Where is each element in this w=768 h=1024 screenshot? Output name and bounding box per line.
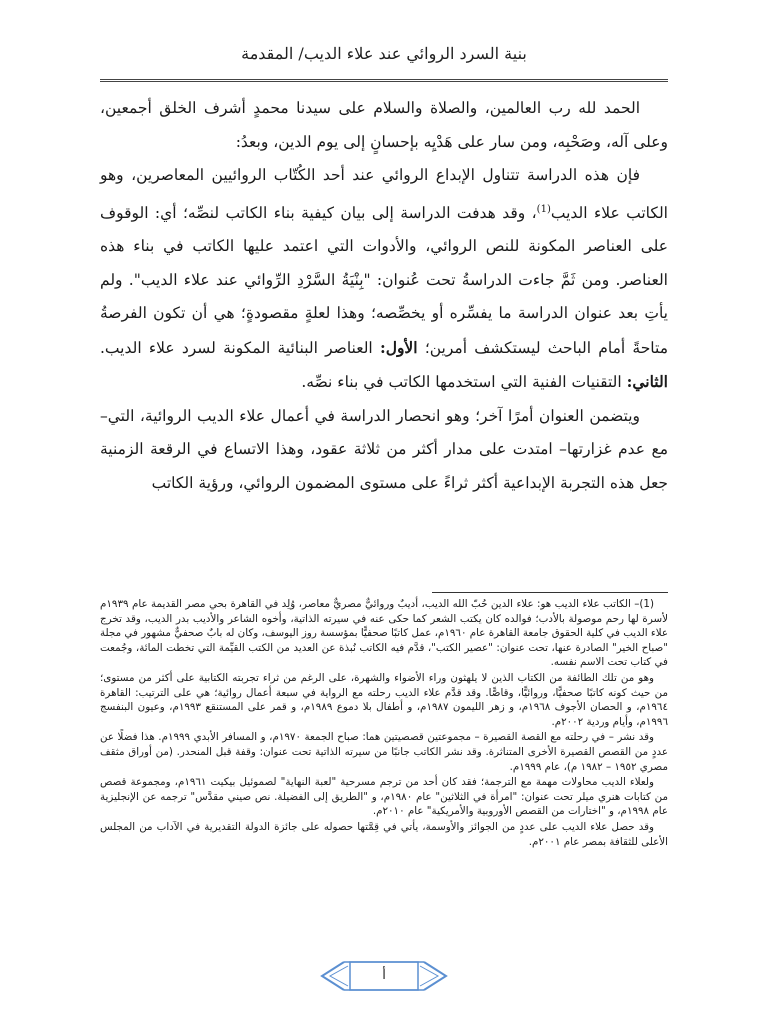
paragraph-opening: الحمد لله رب العالمين، والصلاة والسلام على سيدنا محمدٍ أشرف الخلق أجمعين، وعلى آله، وصَحْبِه، ومن سار على هَدْيِه بإحسانٍ إلى يوم الدين، وبعدُ: [100, 99, 668, 151]
paragraph-study-intro-part-d: التقنيات الفنية التي استخدمها الكاتب في بناء نصِّه. [301, 373, 627, 392]
footnote-1-stories: وقد نشر – في رحلته مع القصة القصيرة – مجموعتين قصصيتين هما: صباح الجمعة ١٩٧٠م، و المسافر الأبدي ١٩٩٩م. هذا فضلًا عن عددٍ من القصص القصيرة الأخرى المتناثرة. وقد نشر الكاتب جانبًا من سيرته الذاتية تحت عنوان: وقفة قبل المنحدر. (من أوراق مثقف مصري ١٩٥٢ – ١٩٨٢ م)، عام ١٩٩٩م. [100, 731, 668, 773]
label-second: الثاني: [626, 372, 668, 392]
paragraph-study-intro-part-b: ، وقد هدفت الدراسة إلى بيان كيفية بناء الكاتب لنصِّه؛ أي: الوقوف على العناصر المكونة للنص الروائي، والأدوات التي اعتمد عليها الكاتب في بناء هذه العناصر. ومن ثَمَّ جاءت الدراسةُ تحت عُنوان: "بِنْيَةُ السَّرْدِ الرِّوائي عند علاء الديب". ولم يأتِ بعد عنوان الدراسة ما يفسِّره أو يخصِّصه؛ وهذا لعلةٍ مقصودةٍ؛ هي أن تكون الفرصةُ متاحةً أمام الباحث ليستكشف أمرين؛ [100, 203, 668, 357]
page-number: أ [382, 968, 386, 983]
paragraph-study-intro-part-c: العناصر البنائية المكونة لسرد علاء الديب. [100, 338, 380, 357]
paragraph-title-scope: ويتضمن العنوان أمرًا آخر؛ وهو انحصار الدراسة في أعمال علاء الديب الروائية، التي– مع عدم غزارتها– امتدت على مدار أكثر من ثلاثة عقود، وهذا الاتساع في الرقعة الزمنية جعل هذه التجربة الإبداعية أكثر ثراءً على مستوى المضمون الروائي، ورؤية الكاتب [100, 406, 668, 492]
footnote-1-bio: (1)– الكاتب علاء الديب هو: علاء الدين حُبّ الله الديب، أديبٌ وروائيٌّ مصريٌّ معاصر، وُلِد في القاهرة بحي مصر القديمة عام ١٩٣٩م لأسرة لها رحم موصولة بالأدب؛ فوالده كان يكتب الشعر كما حكى عنه في سيرته الذاتية، وأخوه الشاعر والأديب بدر الديب، وقد تخرج علاء الديب في كلية الحقوق جامعة القاهرة عام ١٩٦٠م، عمل كاتبًا صحفيًّا بمؤسسة روز اليوسف، وكان له بابٌ صحفيٌّ مشهور في مجلة "صباح الخير" الصادرة عنها، تحت عنوان: "عصير الكتب"، قدَّم فيه الكاتب نُبذة عن العديد من الكتب القيِّمة التي تخطت المائة، وجُمعت في كتاب تحت الاسم نفسه. [100, 598, 669, 669]
footnote-1-translations: ولعلاء الديب محاولات مهمة مع الترجمة؛ فقد كان أحد من ترجم مسرحية "لعبة النهاية" لصموئيل بيكيت ١٩٦١م، ومجموعة قصص من كتابات هنري ميلر تحت عنوان: "امرأة في الثلاثين" عام ١٩٨٠م، و "الطريق إلى الفضيلة. نص صيني مقدَّس" ترجمه عن الإنجليزية عام ١٩٩٨م، و "اختارات من القصص الأوروبية والأمريكية" عام ٢٠١٠م. [100, 776, 668, 818]
paragraph-study-intro-part-a: فإن هذه الدراسة تتناول الإبداع الروائي عند أحد الكُتّاب الروائيين المعاصرين، وهو الكاتب علاء الديب [100, 166, 668, 222]
paragraph-study-intro [100, 159, 668, 400]
footnote-1-awards: وقد حصل علاء الديب على عددٍ من الجوائز والأوسمة، يأتي في قِمَّتها حصوله على جائزة الدولة التقديرية في الآداب من المجلس الأعلى للثقافة بمصر عام ٢٠٠١م. [100, 820, 668, 848]
footnote-separator [432, 592, 668, 593]
page-number-ornament [314, 956, 454, 996]
footnotes [100, 597, 668, 850]
header-double-rule [100, 79, 668, 82]
running-header: بنية السرد الروائي عند علاء الديب/ المقدمة [241, 44, 527, 63]
footnote-reference[interactable]: (1) [536, 203, 551, 215]
label-first: الأول: [379, 337, 418, 357]
footnote-1-novels: وهو من تلك الطائفة من الكتاب الذين لا يلهثون وراء الأضواء والشهرة، على الرغم من ثراء تجربته الكتابية على أكثر من مستوى؛ من حيث كونه كاتبًا صحفيًّا، وروائيًّا، وقاصًّا. وقد قدَّم علاء الديب رحلته مع الرواية في سبعة أعمال روائية؛ هي على الترتيب: القاهرة ١٩٦٤م، و الحصان الأجوف ١٩٦٨م، و زهر الليمون ١٩٨٧م، و أطفال بلا دموع ١٩٨٩م، و قمر على المستنقع ١٩٩٣م، وعيون البنفسج ١٩٩٦م، وأيام وردية ٢٠٠٢م. [100, 671, 668, 728]
main-text [100, 92, 668, 500]
